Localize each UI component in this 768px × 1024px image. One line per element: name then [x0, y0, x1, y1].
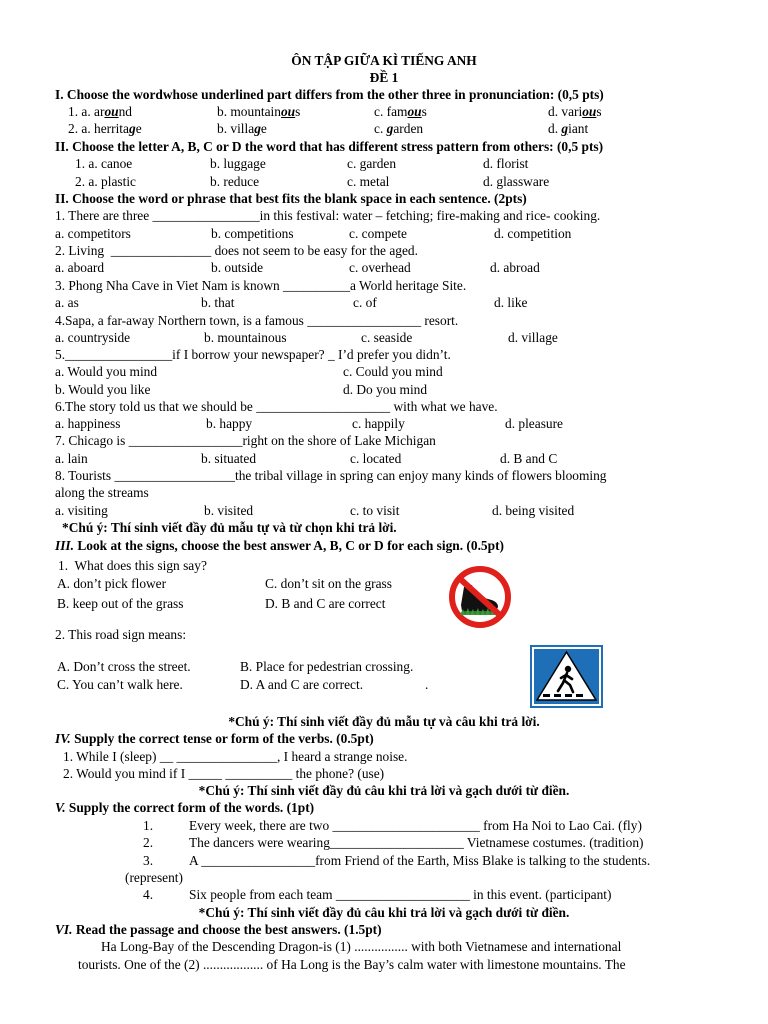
s6-note: *Chú ý: Thí sinh viết đầy đủ câu khi trả lời và gạch dưới từ điền. — [198, 905, 570, 920]
s3-question-7: 7. Chicago is _________________right on the shore of Lake Michigan — [55, 433, 436, 448]
s1-q1-b-post: s — [295, 104, 301, 119]
s3-q7-opt-c: c. located — [350, 451, 402, 466]
s1-q2-c-post: arden — [393, 121, 424, 136]
s3-q2-opt-c: c. overhead — [349, 260, 411, 275]
s6-item-3: A _________________from Friend of the Earth, Miss Blake is talking to the students. — [189, 853, 651, 868]
section-5-text: Supply the correct tense or form of the verbs. (0.5pt) — [70, 731, 374, 746]
s1-q2-b — [217, 121, 267, 137]
section-7-heading — [55, 922, 382, 938]
s1-q2-c — [374, 121, 423, 137]
s3-q4-opt-b: b. mountainous — [204, 330, 287, 345]
s1-q1-d — [548, 104, 602, 120]
section-7-number: VI. — [55, 922, 73, 937]
section-4-text: Look at the signs, choose the best answer A, B, C or D for each sign. (0.5pt) — [73, 538, 504, 553]
section-6-number: V. — [55, 800, 66, 815]
s1-q2-c-pre: c. — [374, 121, 387, 136]
pedestrian-crossing-sign-icon — [530, 645, 603, 708]
s2-q2-c: c. metal — [347, 174, 390, 189]
s3-question-8-cont: along the streams — [55, 485, 149, 500]
s4-q1-opt-a: A. don’t pick flower — [57, 576, 167, 591]
s1-q2-c-underlined: g — [386, 121, 394, 136]
s1-q2-a — [68, 121, 142, 137]
section-1-heading: I. Choose the wordwhose underlined part differs from the other three in pronunciation: (0,5 pts) — [55, 87, 604, 102]
s2-q2-d: d. glassware — [483, 174, 550, 189]
s3-q5-opt-d: d. Do you mind — [343, 382, 428, 397]
s1-q1-d-underlined: ou — [582, 104, 597, 119]
s4-q2-opt-d: D. A and C are correct. — [240, 677, 364, 692]
s4-question-2: 2. This road sign means: — [55, 627, 187, 642]
s2-q2-b: b. reduce — [210, 174, 260, 189]
s5-item-1: 1. While I (sleep) __ _______________, I heard a strange noise. — [63, 749, 408, 764]
s1-q1-b-underlined: ou — [280, 104, 296, 119]
s3-q7-opt-d: d. B and C — [500, 451, 558, 466]
s3-q7-opt-b: b. situated — [201, 451, 257, 466]
s3-q4-opt-c: c. seaside — [361, 330, 413, 345]
section-4-number: III. — [55, 538, 74, 553]
s3-q8-opt-b: b. visited — [204, 503, 254, 518]
s1-q2-d — [548, 121, 588, 137]
s1-q2-b-post: e — [260, 121, 267, 136]
s4-q1-opt-b: B. keep out of the grass — [57, 596, 184, 611]
s5-note: *Chú ý: Thí sinh viết đầy đủ câu khi trả lời và gạch dưới từ điền. — [198, 783, 570, 798]
s3-question-6: 6.The story told us that we should be ____________________ with what we have. — [55, 399, 498, 414]
s3-q2-opt-b: b. outside — [211, 260, 264, 275]
s3-q8-opt-c: c. to visit — [350, 503, 400, 518]
s3-q6-opt-c: c. happily — [352, 416, 405, 431]
page-subtitle: ĐỀ 1 — [369, 70, 399, 85]
s4-note: *Chú ý: Thí sinh viết đầy đủ mẫu tự và câu khi trả lời. — [228, 714, 540, 729]
s1-q2-b-underlined: g — [254, 121, 261, 136]
s7-passage-line-1: Ha Long-Bay of the Descending Dragon-is (1) ................ with both Vietnamese and international — [101, 939, 622, 954]
s2-q1-c: c. garden — [347, 156, 397, 171]
section-5-heading — [55, 731, 374, 747]
s3-question-4: 4.Sapa, a far-away Northern town, is a famous _________________ resort. — [55, 313, 459, 328]
s3-question-8: 8. Tourists __________________the tribal village in spring can enjoy many kinds of flowers blooming — [55, 468, 607, 483]
page-title: ÔN TẬP GIỮA KÌ TIẾNG ANH — [291, 53, 477, 68]
s6-item-1-num: 1. — [143, 818, 154, 833]
s1-q1-b-pre: b. mountain — [217, 104, 281, 119]
s4-q2-opt-a: A. Don’t cross the street. — [57, 659, 191, 674]
s6-item-3-cont: (represent) — [125, 870, 183, 885]
s6-item-2: The dancers were wearing____________________ Vietnamese costumes. (tradition) — [189, 835, 644, 850]
s3-q1-opt-c: c. compete — [349, 226, 407, 241]
s3-q1-opt-b: b. competitions — [211, 226, 294, 241]
section-2-heading: II. Choose the letter A, B, C or D the word that has different stress pattern from others: (0,5 pts) — [55, 139, 604, 154]
s4-q2-opt-c: C. You can’t walk here. — [57, 677, 183, 692]
s3-q5-opt-a: a. Would you mind — [55, 364, 158, 379]
s3-q4-opt-a: a. countryside — [55, 330, 131, 345]
s1-q2-a-pre: 2. a. herrita — [68, 121, 129, 136]
s1-q1-a-pre: 1. a. ar — [68, 104, 105, 119]
s3-q5-opt-c: c. Could you mind — [343, 364, 443, 379]
s6-item-4: Six people from each team ____________________ in this event. (participant) — [189, 887, 612, 902]
section-5-number: IV. — [55, 731, 71, 746]
s3-q3-opt-d: d. like — [494, 295, 528, 310]
s1-q1-c-post: s — [421, 104, 427, 119]
s3-q6-opt-b: b. happy — [206, 416, 253, 431]
s2-q1-a: 1. a. canoe — [75, 156, 133, 171]
s2-q2-a: 2. a. plastic — [75, 174, 136, 189]
s6-item-4-num: 4. — [143, 887, 154, 902]
s3-q4-opt-d: d. village — [508, 330, 558, 345]
s1-q2-a-underlined: g — [128, 121, 136, 136]
s7-passage-line-2: tourists. One of the (2) .................. of Ha Long is the Bay’s calm water with limestone mountains. The — [78, 957, 626, 972]
s1-q2-d-pre: d. — [548, 121, 562, 136]
s3-q5-opt-b: b. Would you like — [55, 382, 151, 397]
s4-q2-stray-dot: . — [425, 677, 429, 692]
s4-q1-opt-d: D. B and C are correct — [265, 596, 386, 611]
s3-question-3: 3. Phong Nha Cave in Viet Nam is known __________a World heritage Site. — [55, 278, 467, 293]
s3-q8-opt-d: d. being visited — [492, 503, 575, 518]
s1-q2-a-post: e — [135, 121, 142, 136]
s1-q1-a-underlined: ou — [104, 104, 119, 119]
s3-q7-opt-a: a. lain — [55, 451, 88, 466]
s3-question-5: 5.________________if I borrow your newspaper? _ I’d prefer you didn’t. — [55, 347, 451, 362]
s3-q2-opt-d: d. abroad — [490, 260, 540, 275]
s1-q1-d-post: s — [596, 104, 602, 119]
s1-q1-c-pre: c. fam — [374, 104, 408, 119]
s1-q1-a — [68, 104, 132, 120]
section-6-heading — [55, 800, 314, 816]
section-3-heading: II. Choose the word or phrase that best fits the blank space in each sentence. (2pts) — [55, 191, 527, 206]
s5-item-2: 2. Would you mind if I _____ __________ the phone? (use) — [63, 766, 385, 781]
s4-q1-opt-c: C. don’t sit on the grass — [265, 576, 392, 591]
s1-q1-b — [217, 104, 300, 120]
section-4-heading — [55, 538, 504, 554]
s3-q3-opt-b: b. that — [201, 295, 235, 310]
no-walking-on-grass-sign-icon — [442, 565, 518, 629]
s3-question-1: 1. There are three ________________in this festival: water – fetching; fire-making and rice- cooking. — [55, 208, 601, 223]
s3-q1-opt-a: a. competitors — [55, 226, 131, 241]
s1-q1-c — [374, 104, 427, 120]
s2-q1-b: b. luggage — [210, 156, 266, 171]
section-6-text: Supply the correct form of the words. (1pt) — [65, 800, 315, 815]
s4-q2-opt-b: B. Place for pedestrian crossing. — [240, 659, 414, 674]
s2-q1-d: d. florist — [483, 156, 529, 171]
section-7-text: Read the passage and choose the best answers. (1.5pt) — [72, 922, 382, 937]
s3-q6-opt-a: a. happiness — [55, 416, 121, 431]
s6-item-3-num: 3. — [143, 853, 154, 868]
s3-note: *Chú ý: Thí sinh viết đầy đủ mẫu tự và từ chọn khi trả lời. — [62, 520, 397, 535]
s3-q3-opt-a: a. as — [55, 295, 79, 310]
s6-item-2-num: 2. — [143, 835, 154, 850]
s3-q2-opt-a: a. aboard — [55, 260, 105, 275]
s1-q1-c-underlined: ou — [407, 104, 422, 119]
s3-q6-opt-d: d. pleasure — [505, 416, 564, 431]
s3-q1-opt-d: d. competition — [494, 226, 572, 241]
s4-question-1: 1. What does this sign say? — [58, 558, 207, 573]
s6-item-1: Every week, there are two ______________________ from Ha Noi to Lao Cai. (fly) — [189, 818, 642, 833]
s1-q2-b-pre: b. villa — [217, 121, 255, 136]
s1-q2-d-underlined: g — [561, 121, 569, 136]
s1-q1-d-pre: d. vari — [548, 104, 583, 119]
s1-q1-a-post: nd — [118, 104, 132, 119]
s3-question-2: 2. Living _______________ does not seem to be easy for the aged. — [55, 243, 418, 258]
s1-q2-d-post: iant — [568, 121, 589, 136]
s3-q3-opt-c: c. of — [353, 295, 377, 310]
s3-q8-opt-a: a. visiting — [55, 503, 108, 518]
